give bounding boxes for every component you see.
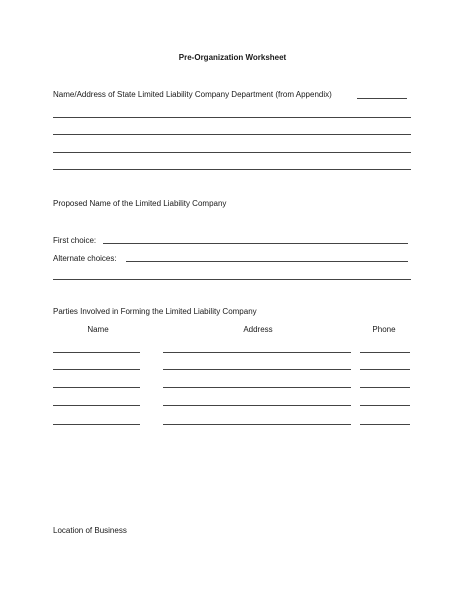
party-phone-line[interactable] [360,369,410,370]
column-header-name: Name [87,325,109,334]
proposed-name-heading: Proposed Name of the Limited Liability Company [53,199,227,208]
party-address-line[interactable] [163,405,351,406]
column-header-address: Address [243,325,273,334]
party-name-line[interactable] [53,352,140,353]
party-address-line[interactable] [163,352,351,353]
page-title: Pre-Organization Worksheet [178,53,287,62]
state-dept-blank[interactable] [357,98,407,99]
state-dept-line-2[interactable] [53,134,411,135]
column-header-phone: Phone [372,325,396,334]
parties-heading: Parties Involved in Forming the Limited Liability Company [53,307,257,316]
first-choice-line[interactable] [103,243,408,244]
party-phone-line[interactable] [360,352,410,353]
state-dept-label: Name/Address of State Limited Liability Company Department (from Appendix) [53,90,332,99]
party-name-line[interactable] [53,387,140,388]
party-name-line[interactable] [53,405,140,406]
state-dept-line-3[interactable] [53,152,411,153]
state-dept-line-1[interactable] [53,117,411,118]
first-choice-label: First choice: [53,236,97,245]
party-phone-line[interactable] [360,387,410,388]
state-dept-line-4[interactable] [53,169,411,170]
alternate-choices-label: Alternate choices: [53,254,117,263]
location-of-business-label: Location of Business [53,526,127,535]
party-phone-line[interactable] [360,405,410,406]
alternate-choices-line-1[interactable] [126,261,408,262]
party-phone-line[interactable] [360,424,410,425]
party-address-line[interactable] [163,424,351,425]
alternate-choices-line-2[interactable] [53,279,411,280]
party-name-line[interactable] [53,424,140,425]
party-address-line[interactable] [163,369,351,370]
party-address-line[interactable] [163,387,351,388]
party-name-line[interactable] [53,369,140,370]
